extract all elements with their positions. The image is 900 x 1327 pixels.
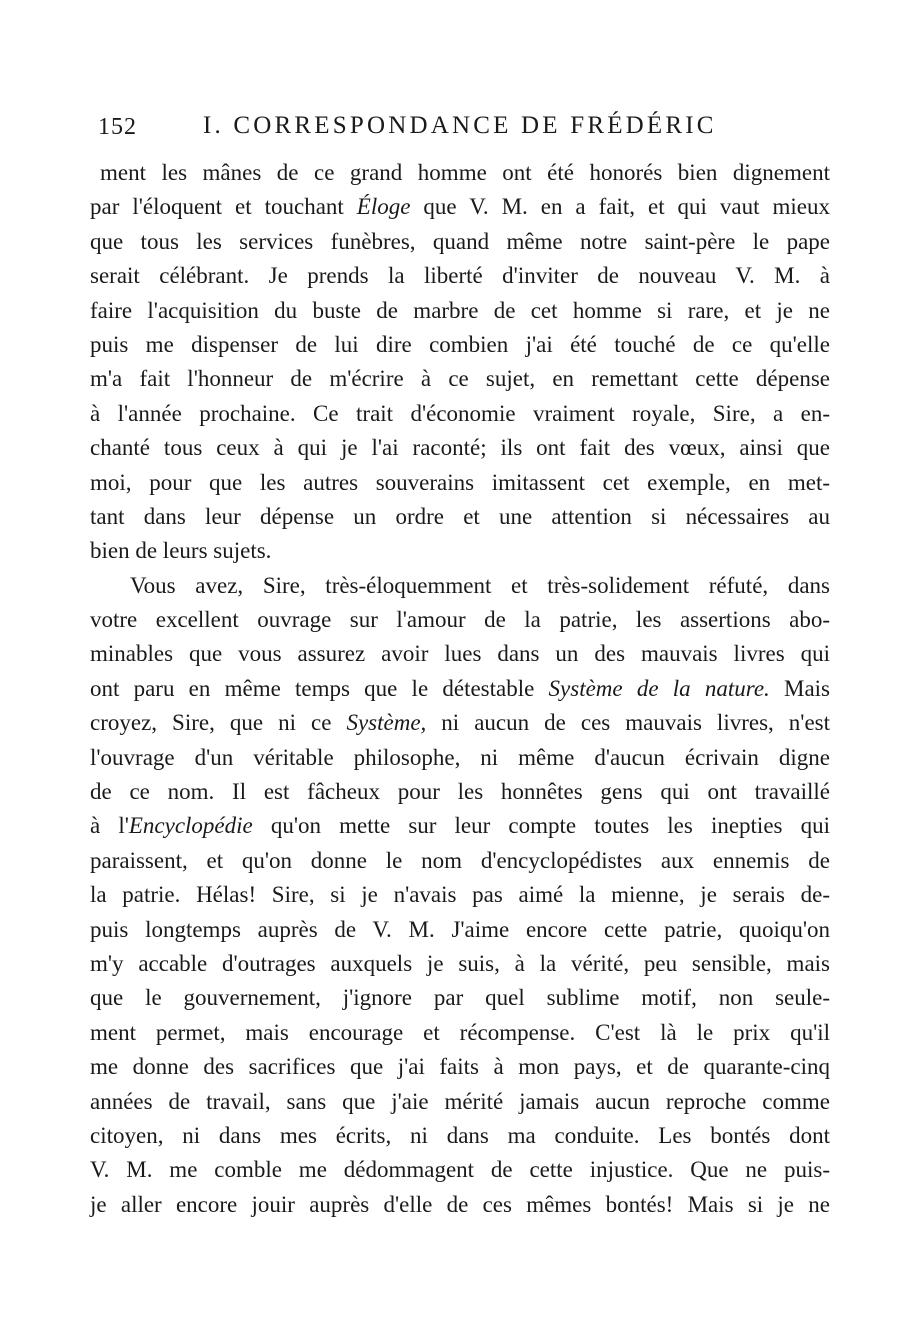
- text-line: [90, 672, 830, 706]
- text-line: [90, 294, 830, 328]
- text-segment: V. M. me comble me dédommagent de cette injustice. Que ne puis-: [90, 1157, 830, 1183]
- text-segment: puis longtemps auprès de V. M. J'aime encore cette patrie, quoiqu'on: [90, 916, 830, 942]
- text-line: [90, 466, 830, 500]
- text-segment: la patrie. Hélas! Sire, si je n'avais pas aimé la mienne, je serais de-: [90, 882, 830, 908]
- text-line: [90, 878, 830, 912]
- text-line: [90, 1119, 830, 1153]
- text-line: [90, 225, 830, 259]
- text-segment: que V. M. en a fait, et qui vaut mieux: [410, 194, 830, 220]
- text-segment: à l'année prochaine. Ce trait d'économie vraiment royale, Sire, a en-: [90, 400, 830, 426]
- text-line: [90, 1153, 830, 1187]
- text-line: [90, 500, 830, 534]
- text-segment: à l': [90, 813, 129, 839]
- text-line: [90, 775, 830, 809]
- text-segment: croyez, Sire, que ni ce: [90, 710, 347, 736]
- text-segment: je aller encore jouir auprès d'elle de ces mêmes bontés! Mais si je ne: [90, 1191, 830, 1217]
- text-segment: paraissent, et qu'on donne le nom d'encyclopédistes aux ennemis de: [90, 847, 830, 873]
- text-line: [90, 706, 830, 740]
- text-segment: m'y accable d'outrages auxquels je suis, à la vérité, peu sensible, mais: [90, 950, 830, 976]
- text-line: [90, 637, 830, 671]
- text-line: [90, 328, 830, 362]
- text-segment: tant dans leur dépense un ordre et une attention si nécessaires au: [90, 503, 830, 529]
- text-line: [90, 569, 830, 603]
- text-segment: que le gouvernement, j'ignore par quel sublime motif, non seule-: [90, 985, 830, 1011]
- text-line: [90, 190, 830, 224]
- text-line: [90, 397, 830, 431]
- italic-title: Système,: [346, 710, 427, 736]
- text-line: [90, 913, 830, 947]
- text-line: [90, 809, 830, 843]
- text-segment: votre excellent ouvrage sur l'amour de la patrie, les assertions abo-: [90, 607, 830, 633]
- text-segment: minables que vous assurez avoir lues dans un des mauvais livres qui: [90, 641, 830, 667]
- text-line: [90, 844, 830, 878]
- text-line: [90, 534, 830, 568]
- running-title: I. CORRESPONDANCE DE FRÉDÉRIC: [203, 112, 717, 139]
- text-line: [90, 981, 830, 1015]
- text-segment: serait célébrant. Je prends la liberté d'inviter de nouveau V. M. à: [90, 263, 830, 289]
- text-segment: ment permet, mais encourage et récompense. C'est là le prix qu'il: [90, 1019, 830, 1045]
- text-segment: Mais: [769, 675, 831, 701]
- text-segment: qu'on mette sur leur compte toutes les inepties qui: [252, 813, 830, 839]
- italic-title: Système de la nature.: [548, 675, 770, 701]
- text-line: [90, 1016, 830, 1050]
- italic-title: Éloge: [356, 194, 411, 220]
- text-segment: faire l'acquisition du buste de marbre de cet homme si rare, et je ne: [90, 297, 830, 323]
- text-segment: bien de leurs sujets.: [90, 538, 272, 564]
- text-segment: l'ouvrage d'un véritable philosophe, ni même d'aucun écrivain digne: [90, 744, 830, 770]
- text-segment: de ce nom. Il est fâcheux pour les honnêtes gens qui ont travaillé: [90, 779, 830, 805]
- text-line: [90, 741, 830, 775]
- text-line: [90, 156, 830, 190]
- text-segment: m'a fait l'honneur de m'écrire à ce sujet, en remettant cette dépense: [90, 366, 830, 392]
- text-segment: années de travail, sans que j'aie mérité jamais aucun reproche comme: [90, 1088, 830, 1114]
- text-segment: chanté tous ceux à qui je l'ai raconté; ils ont fait des vœux, ainsi que: [90, 435, 830, 461]
- text-segment: moi, pour que les autres souverains imitassent cet exemple, en met-: [90, 469, 830, 495]
- text-segment: Vous avez, Sire, très-éloquemment et très-solidement réfuté, dans: [130, 572, 830, 598]
- italic-title: Encyclopédie: [128, 813, 253, 839]
- text-segment: ment les mânes de ce grand homme ont été honorés bien dignement: [100, 160, 830, 185]
- text-line: [90, 362, 830, 396]
- text-segment: que tous les services funèbres, quand même notre saint-père le pape: [90, 228, 830, 254]
- text-line: [90, 1085, 830, 1119]
- text-line: [90, 1050, 830, 1084]
- text-line: [90, 603, 830, 637]
- text-line: [90, 431, 830, 465]
- running-head: [98, 112, 838, 148]
- text-segment: puis me dispenser de lui dire combien j'ai été touché de ce qu'elle: [90, 331, 830, 357]
- text-segment: me donne des sacrifices que j'ai faits à mon pays, et de quarante-cinq: [90, 1054, 830, 1080]
- text-segment: ont paru en même temps que le détestable: [90, 675, 549, 701]
- body-text: [90, 156, 830, 1222]
- text-segment: par l'éloquent et touchant: [90, 194, 357, 220]
- text-line: [90, 1188, 830, 1222]
- text-line: [90, 259, 830, 293]
- text-segment: citoyen, ni dans mes écrits, ni dans ma conduite. Les bontés dont: [90, 1122, 830, 1148]
- page-number: 152: [98, 114, 137, 140]
- text-line: [90, 947, 830, 981]
- text-segment: ni aucun de ces mauvais livres, n'est: [426, 710, 830, 736]
